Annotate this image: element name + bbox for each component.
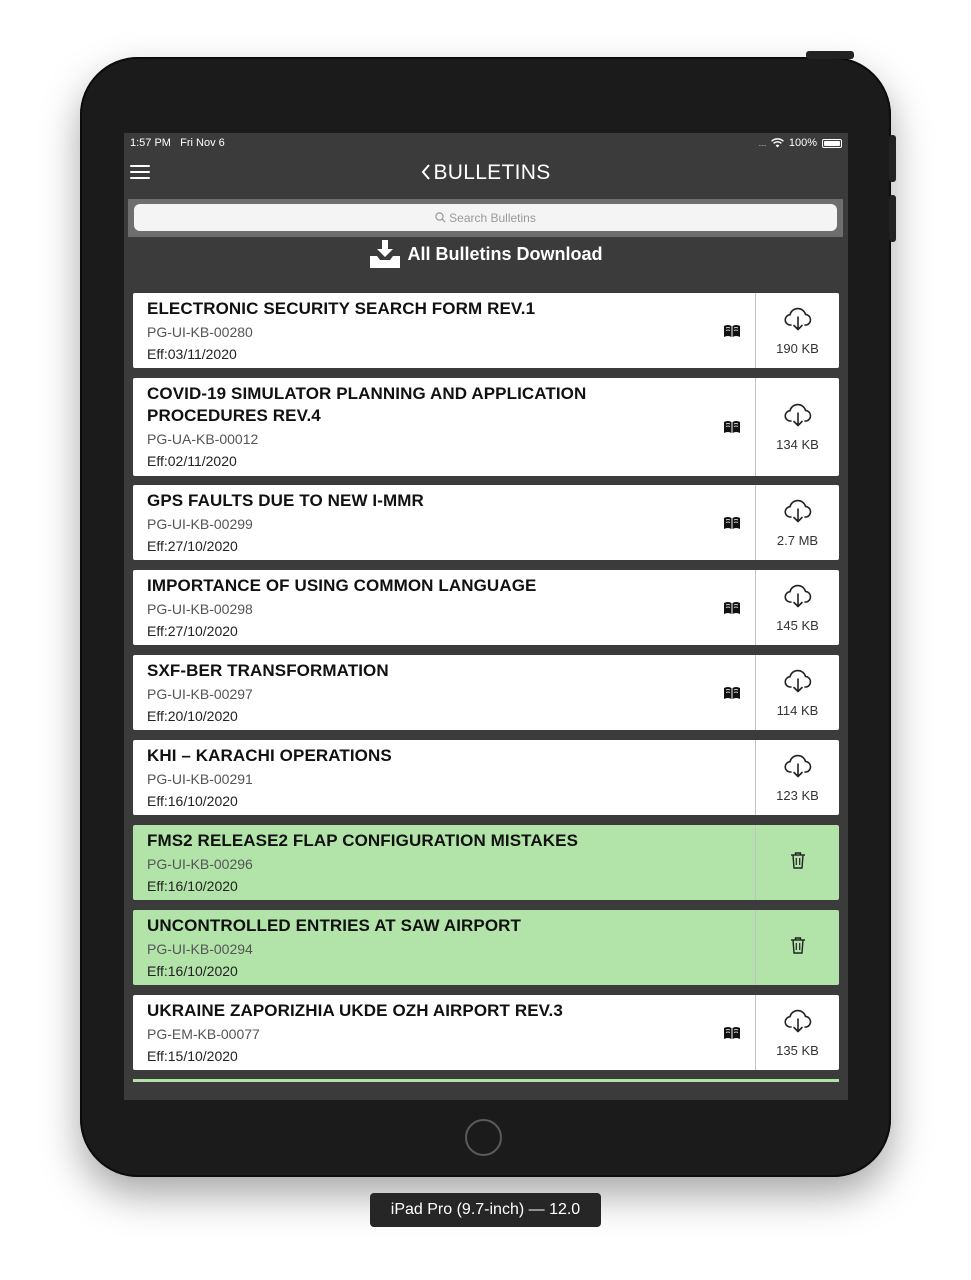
bulletin-effective-date: Eff:15/10/2020 — [147, 1048, 238, 1064]
bulletin-effective-date: Eff:16/10/2020 — [147, 793, 238, 809]
bulletin-row[interactable] — [133, 910, 839, 985]
bulletin-row[interactable] — [133, 740, 839, 815]
bulletin-title: UKRAINE ZAPORIZHIA UKDE OZH AIRPORT REV.3 — [147, 1001, 563, 1020]
battery-percent: 100% — [788, 137, 817, 149]
bulletin-row[interactable] — [133, 995, 839, 1070]
trash-icon — [790, 936, 806, 959]
nav-bar — [124, 155, 848, 197]
wifi-icon — [771, 138, 784, 148]
bulletin-row[interactable] — [133, 293, 839, 368]
bulletin-title: ELECTRONIC SECURITY SEARCH FORM REV.1 — [147, 299, 536, 318]
bulletin-title: FMS2 RELEASE2 FLAP CONFIGURATION MISTAKES — [147, 831, 579, 850]
bulletin-code: PG-UA-KB-00012 — [147, 431, 259, 447]
status-bar — [124, 133, 848, 155]
cloud-download-icon — [783, 753, 813, 784]
file-size: 2.7 MB — [776, 532, 819, 548]
download-button[interactable] — [755, 485, 839, 560]
bulletin-effective-date: Eff:20/10/2020 — [147, 708, 238, 724]
download-all-label: All Bulletins Download — [407, 243, 603, 264]
page-title: BULLETINS — [433, 161, 551, 184]
bulletin-title: COVID-19 SIMULATOR PLANNING AND APPLICATION PROCEDURES REV.4 — [147, 384, 587, 425]
bulletin-row[interactable] — [133, 378, 839, 476]
bulletin-info[interactable] — [133, 655, 755, 730]
file-size: 114 KB — [776, 702, 819, 718]
bulletin-info[interactable] — [133, 995, 755, 1070]
download-button[interactable] — [755, 570, 839, 645]
bulletin-title: KHI – KARACHI OPERATIONS — [147, 746, 392, 765]
bulletin-row[interactable] — [133, 825, 839, 900]
search-icon — [435, 212, 446, 223]
file-size: 134 KB — [776, 437, 819, 452]
cloud-download-icon — [783, 583, 813, 614]
volume-up-button — [889, 135, 896, 182]
cloud-download-icon — [783, 306, 813, 337]
bulletin-title: SXF-BER TRANSFORMATION — [147, 661, 389, 680]
cloud-download-icon — [783, 498, 813, 529]
bulletin-row[interactable] — [133, 655, 839, 730]
bulletin-effective-date: Eff:02/11/2020 — [147, 453, 237, 469]
bulletin-info[interactable] — [133, 378, 755, 476]
bulletin-row[interactable] — [133, 570, 839, 645]
bulletin-effective-date: Eff:16/10/2020 — [147, 963, 238, 979]
bulletin-row[interactable] — [133, 485, 839, 560]
book-icon[interactable] — [723, 324, 741, 338]
status-right — [758, 137, 842, 149]
search-bar — [128, 199, 843, 237]
download-button[interactable] — [755, 293, 839, 368]
power-button — [806, 51, 854, 59]
bulletin-effective-date: Eff:16/10/2020 — [147, 878, 238, 894]
book-icon[interactable] — [723, 686, 741, 700]
search-input[interactable] — [134, 204, 837, 231]
back-button[interactable] — [124, 161, 848, 185]
cloud-download-icon — [783, 668, 813, 699]
status-date: Fri Nov 6 — [180, 137, 225, 149]
bulletin-code: PG-UI-KB-00291 — [147, 771, 253, 787]
download-button[interactable] — [755, 378, 839, 476]
download-all-button[interactable] — [124, 236, 848, 272]
file-size: 190 KB — [776, 340, 819, 356]
bulletin-title: IMPORTANCE OF USING COMMON LANGUAGE — [147, 576, 537, 595]
bulletin-title: GPS FAULTS DUE TO NEW I-MMR — [147, 491, 424, 510]
battery-icon — [822, 139, 842, 148]
book-icon[interactable] — [723, 601, 741, 615]
bulletin-info[interactable] — [133, 825, 755, 900]
book-icon[interactable] — [723, 420, 741, 434]
book-icon[interactable] — [723, 1026, 741, 1040]
tray-download-icon — [369, 239, 401, 269]
bulletin-title: UNCONTROLLED ENTRIES AT SAW AIRPORT — [147, 916, 522, 935]
device-label: iPad Pro (9.7-inch) — 12.0 — [370, 1193, 601, 1227]
bulletin-code: PG-UI-KB-00280 — [147, 324, 253, 340]
home-button[interactable] — [465, 1119, 502, 1156]
bulletin-code: PG-UI-KB-00298 — [147, 601, 253, 617]
chevron-left-icon — [421, 164, 431, 180]
delete-button[interactable] — [755, 910, 839, 985]
bulletin-info[interactable] — [133, 293, 755, 368]
next-row-peek — [133, 1079, 839, 1082]
file-size: 123 KB — [776, 787, 819, 803]
trash-icon — [790, 851, 806, 874]
file-size: 135 KB — [776, 1042, 819, 1058]
download-button[interactable] — [755, 740, 839, 815]
status-time-date — [130, 137, 225, 149]
bulletin-info[interactable] — [133, 485, 755, 560]
bulletin-effective-date: Eff:03/11/2020 — [147, 346, 237, 362]
bulletin-code: PG-EM-KB-00077 — [147, 1026, 260, 1042]
file-size: 145 KB — [776, 617, 819, 633]
status-time: 1:57 PM — [130, 137, 171, 149]
bulletin-info[interactable] — [133, 570, 755, 645]
download-button[interactable] — [755, 995, 839, 1070]
signal-dots-icon: ..... — [758, 138, 766, 148]
bulletin-info[interactable] — [133, 740, 755, 815]
bulletin-info[interactable] — [133, 910, 755, 985]
cloud-download-icon — [783, 1008, 813, 1039]
bulletin-code: PG-UI-KB-00299 — [147, 516, 253, 532]
bulletin-effective-date: Eff:27/10/2020 — [147, 538, 238, 554]
download-button[interactable] — [755, 655, 839, 730]
volume-down-button — [889, 195, 896, 242]
bulletin-code: PG-UI-KB-00294 — [147, 941, 253, 957]
bulletin-effective-date: Eff:27/10/2020 — [147, 623, 238, 639]
book-icon[interactable] — [723, 516, 741, 530]
bulletin-code: PG-UI-KB-00297 — [147, 686, 253, 702]
bulletin-code: PG-UI-KB-00296 — [147, 856, 253, 872]
delete-button[interactable] — [755, 825, 839, 900]
app-screen — [124, 133, 848, 1100]
cloud-download-icon — [783, 402, 813, 433]
search-placeholder: Search Bulletins — [449, 210, 536, 225]
